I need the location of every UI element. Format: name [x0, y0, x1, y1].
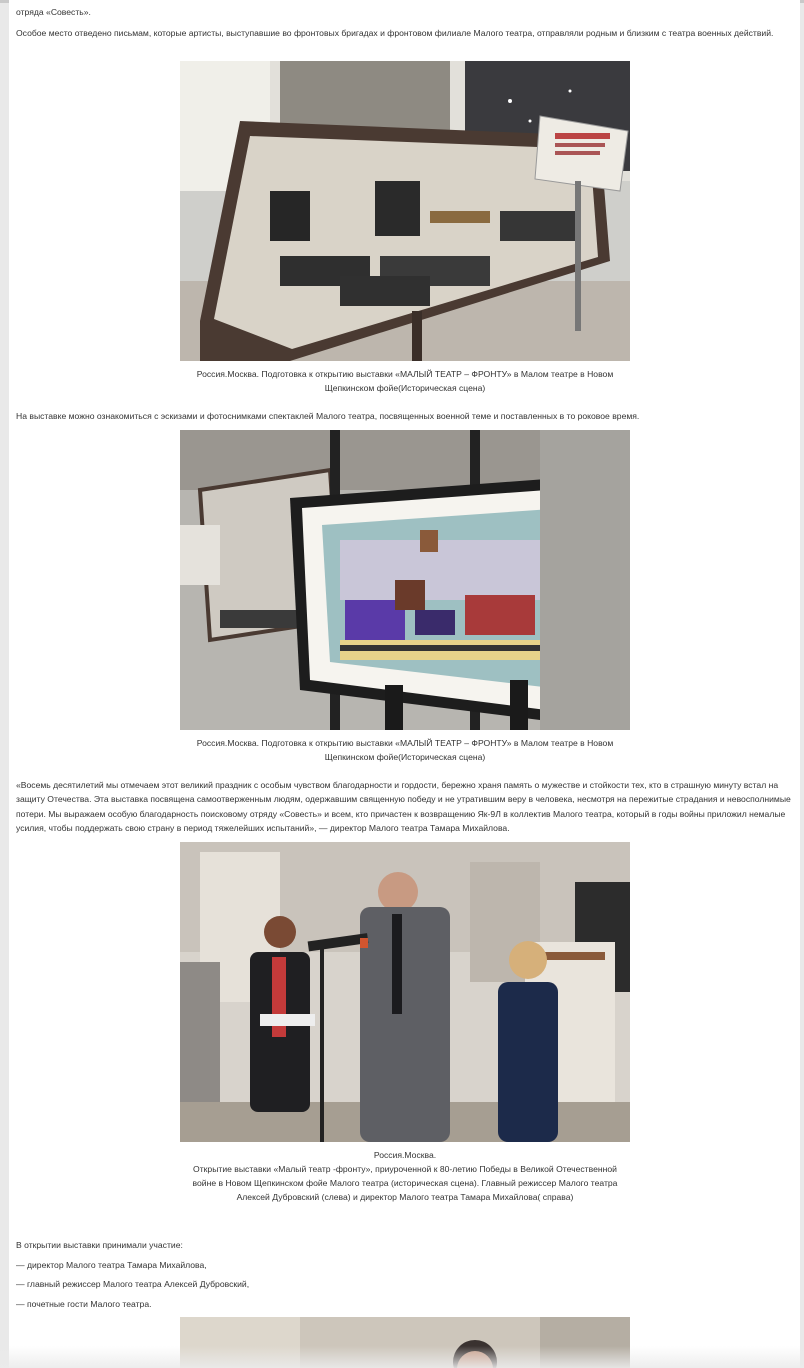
list-item-director: — директор Малого театра Тамара Михайлова, — [16, 1260, 207, 1270]
bottom-fade — [0, 1346, 804, 1368]
list-item-chief-director: — главный режиссер Малого театра Алексей Дубровский, — [16, 1279, 250, 1289]
caption-photo-1-line-2: Щепкинском фойе(Историческая сцена) — [324, 383, 486, 393]
caption-photo-1 — [180, 367, 630, 395]
paragraph-letters: Особое место отведено письмам, которые артисты, выступавшие во фронтовых бригадах и фронтовом филиале Малого театра, отправляли родным и близким с театра военных действий. — [16, 28, 774, 38]
caption-photo-3-line-1: Россия.Москва. — [373, 1150, 437, 1160]
paragraph-quote: «Восемь десятилетий мы отмечаем этот великий праздник с особым чувством благодарности и гордости, бережно храня память о мужестве и стойкости тех, кто в страшную минуту встал на защиту Отечества. Эта выставка посвящена самоотверженным людям, одержавшим священную победу и не утратившим веру в человека, несмотря на пережитые страдания и невосполнимые потери. Мы выражаем особую благодарность поисковому отряду «Совесть» и всем, кто причастен к возвращению Як-9Л в коллектив Малого театра, который в годы войны приложил немалые усилия, чтобы поддержать свою страну в период тяжелейших испытаний», — директор Малого театра Тамара Михайлова. — [16, 780, 791, 833]
photo-framed-sketch[interactable] — [180, 430, 630, 730]
caption-photo-2-line-1: Россия.Москва. Подготовка к открытию выставки «МАЛЫЙ ТЕАТР – ФРОНТУ» в Малом театре в Новом — [196, 738, 614, 748]
caption-photo-3-line-4: Алексей Дубровский (слева) и директор Малого театра Тамара Михайлова( справа) — [236, 1192, 574, 1202]
caption-photo-3-line-3: войне в Новом Щепкинском фойе Малого театра (историческая сцена). Главный режиссер Малого театра — [192, 1178, 618, 1188]
photo-exhibition-opening-image — [180, 842, 630, 1142]
caption-photo-3 — [180, 1148, 630, 1204]
article-body — [9, 0, 800, 1368]
paragraph-participants: В открытии выставки принимали участие: — [16, 1240, 183, 1250]
paragraph-sketches: На выставке можно ознакомиться с эскизами и фотоснимками спектаклей Малого театра, посвященных военной теме и поставленных в то роковое время. — [16, 411, 640, 421]
photo-display-case-image — [180, 61, 630, 361]
paragraph-fragment: отряда «Совесть». — [16, 7, 91, 17]
caption-photo-2-line-2: Щепкинском фойе(Историческая сцена) — [324, 752, 486, 762]
photo-exhibition-opening[interactable] — [180, 842, 630, 1142]
photo-framed-sketch-image — [180, 430, 630, 730]
list-item-guests: — почетные гости Малого театра. — [16, 1299, 152, 1309]
caption-photo-3-line-2: Открытие выставки «Малый театр -фронту», приуроченной к 80-летию Победы в Великой Отечественной — [193, 1164, 617, 1174]
caption-photo-2 — [180, 736, 630, 764]
caption-photo-1-line-1: Россия.Москва. Подготовка к открытию выставки «МАЛЫЙ ТЕАТР – ФРОНТУ» в Малом театре в Новом — [196, 369, 614, 379]
photo-display-case[interactable] — [180, 61, 630, 361]
